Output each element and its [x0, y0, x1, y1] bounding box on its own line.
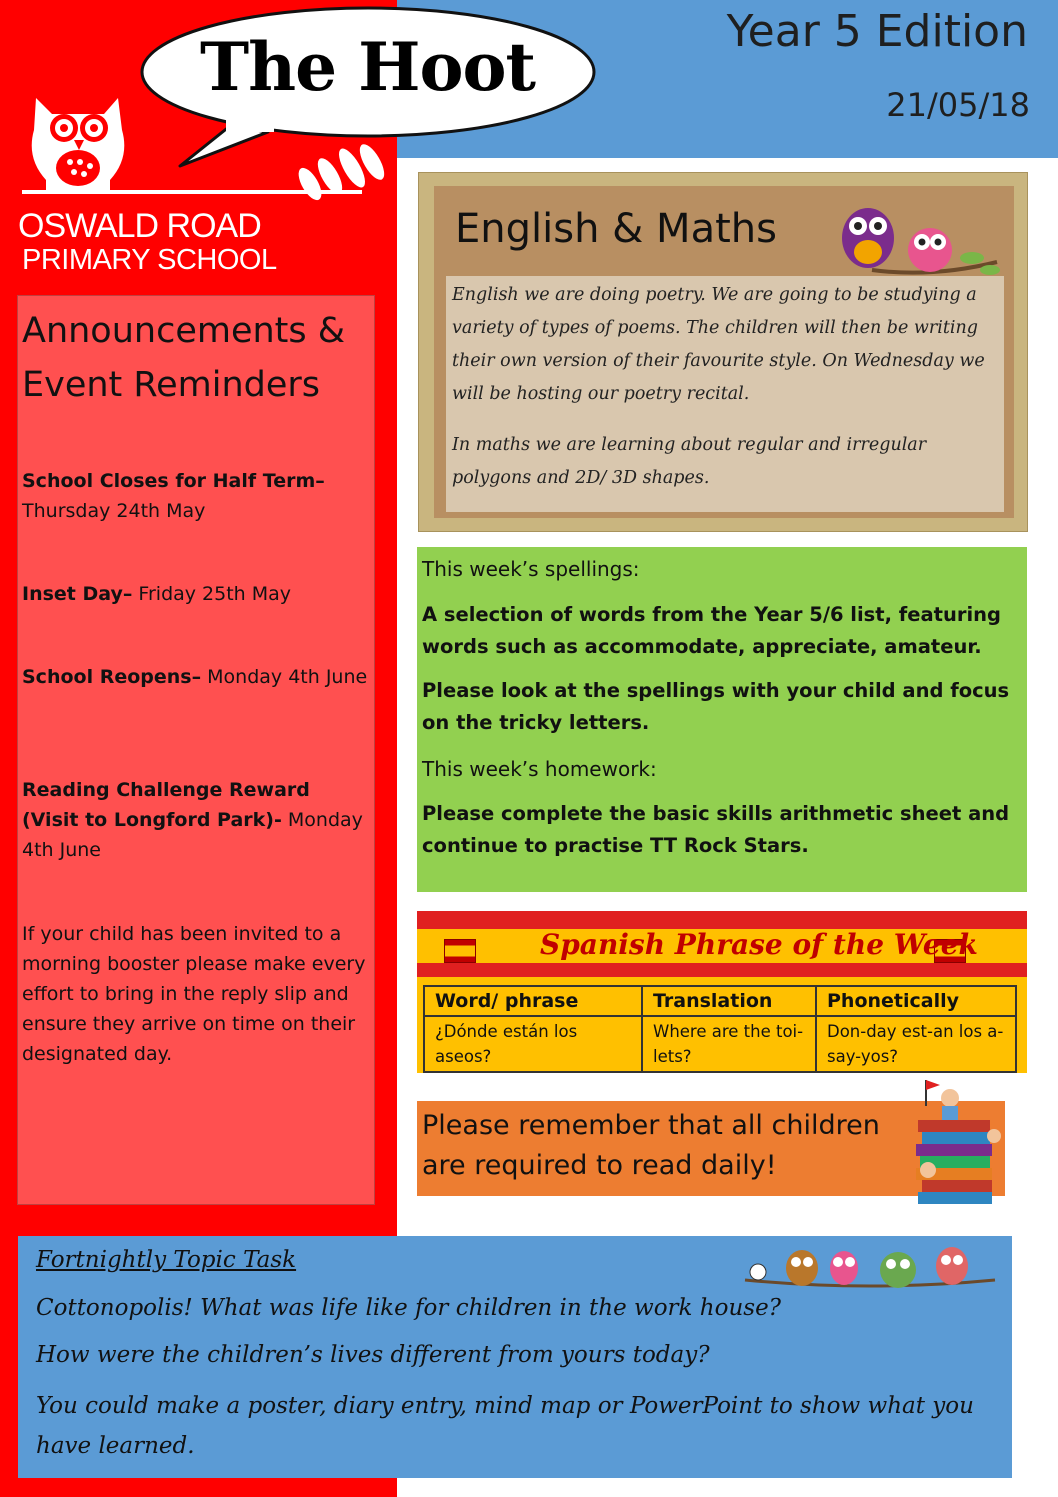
table-row	[424, 1016, 1016, 1072]
announcement-item-text: Thursday 24th May	[22, 500, 206, 522]
maths-paragraph: In maths we are learning about regular and irregular polygons and 2D/ 3D shapes.	[452, 435, 927, 488]
spanish-title: Spanish Phrase of the Week	[540, 928, 978, 961]
announcement-item-text: Monday 4th June	[201, 666, 368, 688]
announcement-item-text: Friday 25th May	[132, 583, 292, 605]
column-header: Phonetically	[816, 986, 1016, 1016]
english-paragraph: English we are doing poetry. We are going to be studying a variety of types of poems. The children will then be writing their own version of their favourite style. On Wednesday we will be hosting our poetry recital.	[452, 285, 985, 404]
homework-text: Please complete the basic skills arithmetic sheet and continue to practise TT Rock Stars.	[422, 802, 1010, 857]
edition-label: Year 5 Edition	[726, 6, 1028, 57]
book-stack-icon	[908, 1076, 1008, 1216]
homework-heading: This week’s homework:	[422, 757, 657, 781]
topic-instructions: You could make a poster, diary entry, mind map or PowerPoint to show what you have learned.	[36, 1393, 974, 1459]
announcement-item-text: Monday 4th June	[22, 809, 363, 861]
spain-flag-icon	[444, 939, 476, 963]
announcements-title: Announcements & Event Reminders	[22, 311, 346, 405]
issue-date: 21/05/18	[886, 86, 1030, 124]
table-cell: Don-day est-an los a-say-yos?	[816, 1016, 1016, 1072]
spanish-stripe-top	[417, 911, 1027, 929]
column-header: Word/ phrase	[424, 986, 642, 1016]
table-cell: Where are the toi-lets?	[642, 1016, 816, 1072]
booster-note: If your child has been invited to a morning booster please make every effort to bring in the reply slip and ensure they arrive on time on their designated day.	[22, 923, 366, 1065]
announcement-item	[22, 775, 372, 865]
announcement-item	[22, 466, 372, 526]
school-name-line2: PRIMARY SCHOOL	[22, 244, 277, 276]
table-cell: ¿Dónde están los aseos?	[424, 1016, 642, 1072]
announcement-item-bold: School Closes for Half Term–	[22, 470, 325, 492]
column-header: Translation	[642, 986, 816, 1016]
announcement-item-bold: Reading Challenge Reward (Visit to Longford Park)-	[22, 779, 310, 831]
table-header-row	[424, 986, 1016, 1016]
spellings-text: A selection of words from the Year 5/6 list, featuring words such as accommodate, appreciate, amateur.	[422, 603, 1002, 658]
spanish-phrase-table	[423, 985, 1017, 1073]
spellings-heading: This week’s spellings:	[422, 557, 640, 581]
newsletter-title: The Hoot	[200, 28, 535, 106]
owl-row-icon	[740, 1240, 1000, 1300]
spanish-stripe-bottom	[417, 963, 1027, 977]
announcement-item	[22, 579, 372, 609]
school-owl-logo	[18, 92, 388, 204]
spellings-advice: Please look at the spellings with your child and focus on the tricky letters.	[422, 679, 1010, 734]
announcement-item	[22, 662, 372, 692]
school-name-line1: OSWALD ROAD	[18, 207, 261, 245]
announcement-item-bold: Inset Day–	[22, 583, 133, 605]
announcement-item-bold: School Reopens–	[22, 666, 202, 688]
topic-heading: Fortnightly Topic Task	[36, 1247, 297, 1273]
reading-reminder-text: Please remember that all children are required to read daily!	[422, 1110, 880, 1181]
topic-question-2: How were the children’s lives different from yours today?	[36, 1342, 710, 1368]
topic-question-1: Cottonopolis! What was life like for children in the work house?	[36, 1295, 782, 1321]
english-maths-title: English & Maths	[455, 206, 777, 252]
